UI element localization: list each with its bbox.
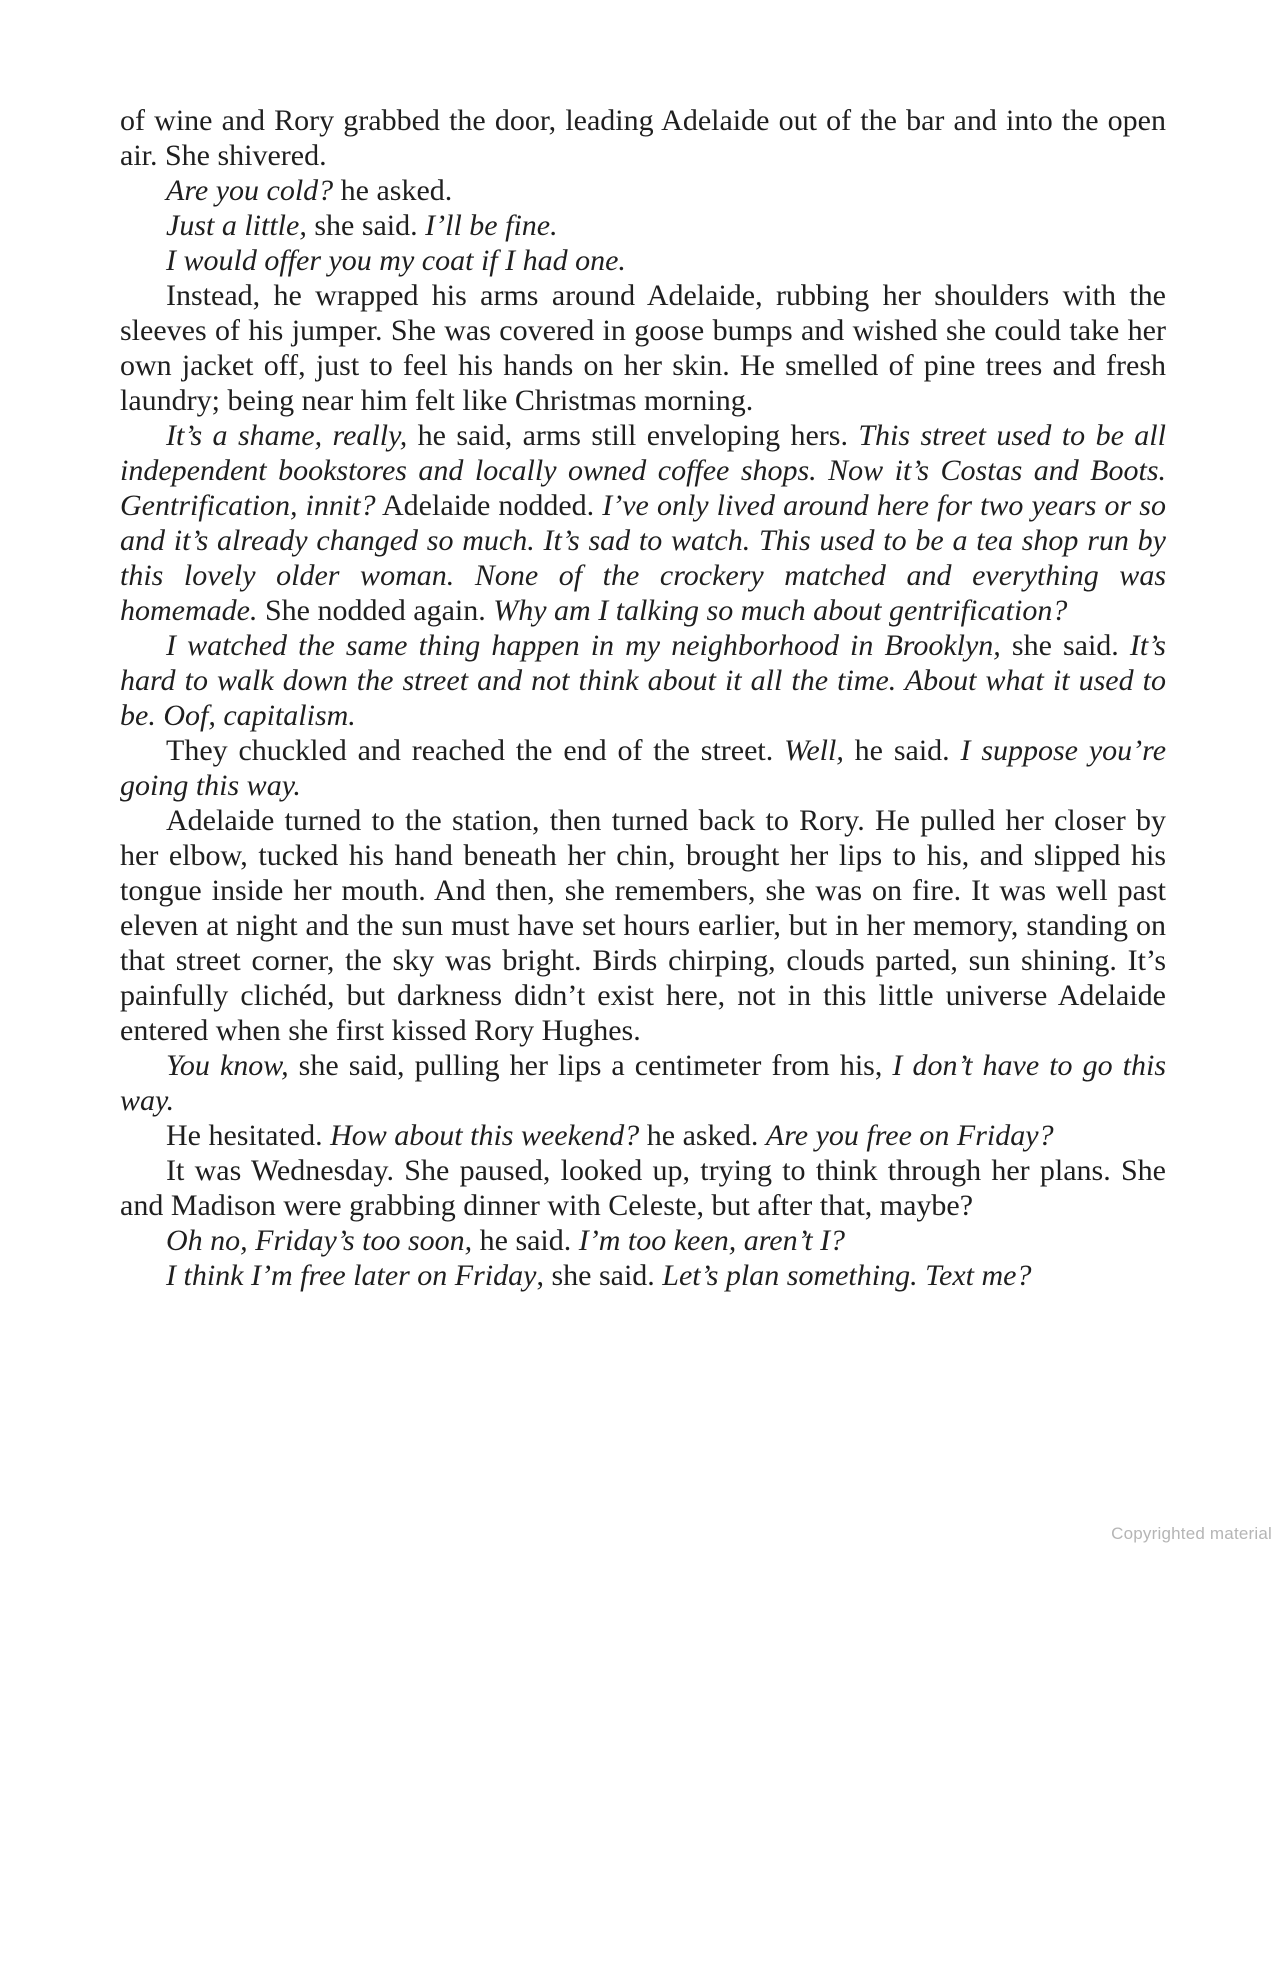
text-segment: he said, arms still enveloping hers. bbox=[407, 419, 859, 452]
text-segment: It’s a shame, really, bbox=[166, 419, 408, 452]
text-segment: Just a little, bbox=[166, 209, 307, 242]
paragraph bbox=[120, 803, 1166, 1048]
text-segment: How about this weekend? bbox=[330, 1119, 640, 1152]
paragraph bbox=[120, 208, 1166, 243]
text-segment: They chuckled and reached the end of the street. bbox=[166, 734, 785, 767]
text-segment: Oh no, Friday’s too soon, bbox=[166, 1224, 473, 1257]
text-segment: This street used to be all independent bookstores and locally owned coffee shops. Now it’s Costas and Boots. Gentrification, innit? bbox=[120, 419, 1166, 522]
paragraph bbox=[120, 1258, 1166, 1293]
text-segment: Adelaide turned to the station, then turned back to Rory. He pulled her closer by her elbow, tucked his hand beneath her chin, brought her lips to his, and slipped his tongue inside her mouth. And then, she remembers, she was on fire. It was well past eleven at night and the sun must have set hours earlier, but in her memory, standing on that street corner, the sky was bright. Birds chirping, clouds parted, sun shining. It’s painfully clichéd, but darkness didn’t exist here, not in this little universe Adelaide entered when she first kissed Rory Hughes. bbox=[120, 804, 1166, 1047]
text-segment: Are you cold? bbox=[166, 174, 334, 207]
text-segment: She nodded again. bbox=[257, 594, 494, 627]
text-segment: It’s hard to walk down the street and not think about it all the time. About what it used to be. Oof, capitalism. bbox=[120, 629, 1166, 732]
text-segment: I would offer you my coat if I had one. bbox=[166, 244, 626, 277]
text-segment: Why am I talking so much about gentrification? bbox=[493, 594, 1068, 627]
paragraph bbox=[120, 243, 1166, 278]
text-segment: Let’s plan something. Text me? bbox=[662, 1259, 1032, 1292]
text-segment: Instead, he wrapped his arms around Adelaide, rubbing her shoulders with the sleeves of his jumper. She was covered in goose bumps and wished she could take her own jacket off, just to feel his hands on her skin. He smelled of pine trees and fresh laundry; being near him felt like Christmas morning. bbox=[120, 279, 1166, 417]
text-segment: I’m too keen, aren’t I? bbox=[578, 1224, 846, 1257]
text-segment: Well, bbox=[784, 734, 844, 767]
text-segment: Are you free on Friday? bbox=[765, 1119, 1054, 1152]
text-segment: I suppose you’re going this way. bbox=[120, 734, 1167, 802]
paragraph bbox=[120, 1048, 1166, 1118]
text-segment: she said. bbox=[306, 209, 426, 242]
paragraph bbox=[120, 103, 1166, 173]
text-segment: I’ve only lived around here for two years or so and it’s already changed so much. It’s sad to watch. This used to be a tea shop run by this lovely older woman. None of the crockery matched and everything was homemade. bbox=[120, 489, 1166, 627]
paragraph bbox=[120, 173, 1166, 208]
text-segment: He hesitated. bbox=[166, 1119, 331, 1152]
page-text bbox=[120, 103, 1166, 1293]
text-segment: I don’t have to go this way. bbox=[120, 1049, 1167, 1117]
paragraph bbox=[120, 418, 1166, 628]
text-segment: she said, pulling her lips a centimeter from his, bbox=[288, 1049, 893, 1082]
paragraph bbox=[120, 628, 1166, 733]
text-segment: I watched the same thing happen in my neighborhood in Brooklyn, bbox=[166, 629, 1001, 662]
copyright-notice: Copyrighted material bbox=[1111, 1524, 1272, 1543]
text-segment: she said. bbox=[1000, 629, 1130, 662]
text-segment: You know, bbox=[166, 1049, 289, 1082]
text-segment: I’ll be fine. bbox=[425, 209, 558, 242]
text-segment: Adelaide nodded. bbox=[375, 489, 603, 522]
text-segment: I think I’m free later on Friday bbox=[166, 1259, 537, 1292]
text-segment: It was Wednesday. She paused, looked up, trying to think through her plans. She and Madison were grabbing dinner with Celeste, but after that, maybe? bbox=[120, 1154, 1166, 1222]
text-segment: he said. bbox=[843, 734, 961, 767]
paragraph bbox=[120, 1118, 1166, 1153]
paragraph bbox=[120, 278, 1166, 418]
paragraph bbox=[120, 1153, 1166, 1223]
text-segment: of wine and Rory grabbed the door, leading Adelaide out of the bar and into the open air. She shivered. bbox=[120, 104, 1166, 172]
text-segment: , she said. bbox=[536, 1259, 663, 1292]
text-segment: he said. bbox=[472, 1224, 579, 1257]
text-segment: he asked. bbox=[333, 174, 453, 207]
paragraph bbox=[120, 1223, 1166, 1258]
paragraph bbox=[120, 733, 1166, 803]
text-segment: he asked. bbox=[639, 1119, 766, 1152]
